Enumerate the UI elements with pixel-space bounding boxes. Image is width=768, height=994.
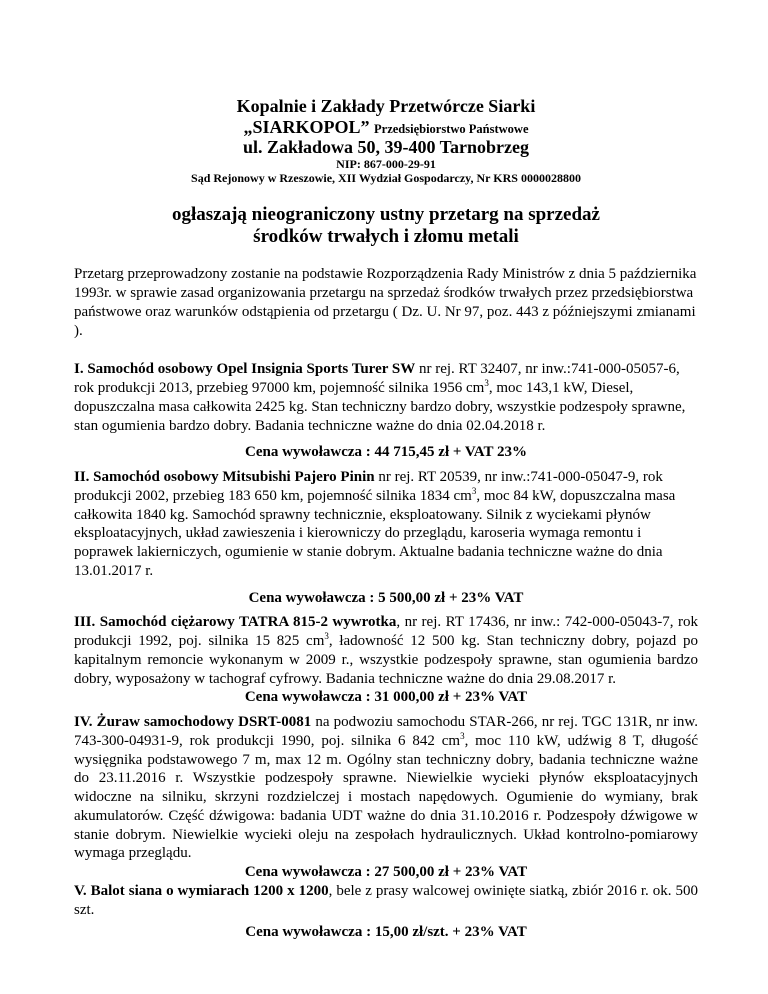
item-1-heading: I. Samochód osobowy Opel Insignia Sports Turer SW (74, 361, 416, 378)
item-4-text-a: na podwoziu samochodu STAR-266, nr rej. TGC 131R, nr inw. 743-300-04931-9, rok produkcji 1990, poj. silnika 6 842 cm (74, 714, 698, 749)
document-page (74, 96, 698, 942)
item-1 (74, 360, 698, 435)
item-5-price: Cena wywoławcza : 15,00 zł/szt. + 23% VAT (245, 924, 527, 941)
item-5-text-a: , bele z prasy walcowej owinięte siatką, zbiór 2016 r. ok. 500 szt. (74, 882, 698, 918)
item-1-text-a: nr rej. RT 32407, nr inw.:741-000-05057-6, rok produkcji 2013, przebieg 97000 km, pojemność silnika 1956 cm (74, 361, 680, 396)
intro-paragraph: Przetarg przeprowadzony zostanie na podstawie Rozporządzenia Rady Ministrów z dnia 5 października 1993r. w sprawie zasad organizowania przetargu na sprzedaż środków trwałych przez przedsiębiorstwa państwowe oraz warunków odstąpienia od przetargu ( Dz. U. Nr 97, poz. 443 z późniejszymi zmianami ). (74, 266, 697, 339)
item-4-price: Cena wywoławcza : 27 500,00 zł + 23% VAT (244, 864, 528, 880)
item-2-sup: 3 (471, 485, 477, 496)
item-5-heading: V. Balot siana o wymiarach 1200 x 1200 (74, 882, 329, 899)
company-court: Sąd Rejonowy w Rzeszowie, XII Wydział Gospodarczy, Nr KRS 0000028800 (191, 170, 581, 185)
item-3-price: Cena wywoławcza : 31 000,00 zł + 23% VAT (244, 689, 528, 706)
item-2 (74, 468, 698, 581)
company-nip: NIP: 867-000-29-91 (336, 157, 436, 172)
item-3-text-b: , ładowność 12 500 kg. Stan techniczny dobry, pojazd po kapitalnym remoncie wykonanym w 2009 r., wszystkie podzespoły sprawne, stan ogumienia bardzo dobry, wyposażony w tachograf cyfrowy. Badania techniczne ważne do dnia 29.08.2017 r. (74, 633, 698, 687)
item-1-text-b: , moc 143,1 kW, Diesel, dopuszczalna masa całkowita 2425 kg. Stan techniczny bardzo dobry, wszystkie podzespoły sprawne, stan ogumienia bardzo dobry. Badania techniczne ważne do dnia 02.04.2018 r. (74, 380, 686, 434)
item-3-heading: III. Samochód ciężarowy TATRA 815-2 wywrotka (74, 614, 397, 631)
title-line2: środków trwałych i złomu metali (253, 226, 519, 248)
item-1-sup: 3 (484, 378, 489, 388)
item-3 (74, 613, 698, 688)
item-3-sup: 3 (324, 631, 329, 641)
company-type: Przedsiębiorstwo Państwowe (374, 121, 529, 136)
company-address: ul. Zakładowa 50, 39-400 Tarnobrzeg (242, 137, 530, 158)
company-name-line (74, 117, 698, 138)
item-5 (74, 882, 698, 920)
title-line1: ogłaszają nieograniczony ustny przetarg na sprzedaż (172, 203, 600, 225)
item-4 (74, 713, 698, 863)
item-2-text-b: , moc 84 kW, dopuszczalna masa całkowita 1840 kg. Samochód sprawny technicznie, eksploatowany. Silnik z wyciekami płynów eksploatacyjnych, układ zawieszenia i kierowniczy do przeglądu, karoseria wymaga remontu i poprawek lakierniczych, ogumienie w stanie dobrym. Aktualne badania techniczne ważne do dnia 13.01.2017 r. (74, 487, 676, 579)
item-1-price: Cena wywoławcza : 44 715,45 zł + VAT 23% (244, 444, 527, 461)
item-4-heading: IV. Żuraw samochodowy DSRT-0081 (74, 714, 312, 730)
company-name: „SIARKOPOL” (243, 116, 370, 137)
announcement-title (74, 204, 698, 250)
item-3-text-a: , nr rej. RT 17436, nr inw.: 742-000-05043-7, rok produkcji 1992, poj. silnika 15 825 cm (74, 614, 698, 649)
item-4-text-b: , moc 110 kW, udźwig 8 T, długość wysięgnika podstawowego 7 m, max 12 m. Ogólny stan techniczny dobry, badania techniczne ważne do 23.11.2016 r. Wszystkie podzespoły sprawne. Niewielkie wycieki płynów eksploatacyjnych widoczne na silniku, skrzyni rozdzielczej i mostach napędowych. Ogumienie do wymiany, brak akumulatorów. Część dźwigowa: badania UDT ważne do dnia 31.10.2016 r. Podzespoły dźwigowe w stanie dobrym. Niewielkie wycieki oleju na zespołach hydraulicznych. Układ kontrolno-pomiarowy wymaga przeglądu. (74, 732, 698, 862)
item-2-heading: II. Samochód osobowy Mitsubishi Pajero Pinin (74, 469, 375, 485)
item-2-text-a: nr rej. RT 20539, nr inw.:741-000-05047-9, rok produkcji 2002, przebieg 183 650 km, pojemność silnika 1834 cm (74, 469, 663, 504)
company-line1: Kopalnie i Zakłady Przetwórcze Siarki (236, 96, 536, 116)
item-4-sup: 3 (460, 730, 465, 741)
company-header (74, 96, 698, 186)
item-2-price: Cena wywoławcza : 5 500,00 zł + 23% VAT (248, 589, 524, 606)
